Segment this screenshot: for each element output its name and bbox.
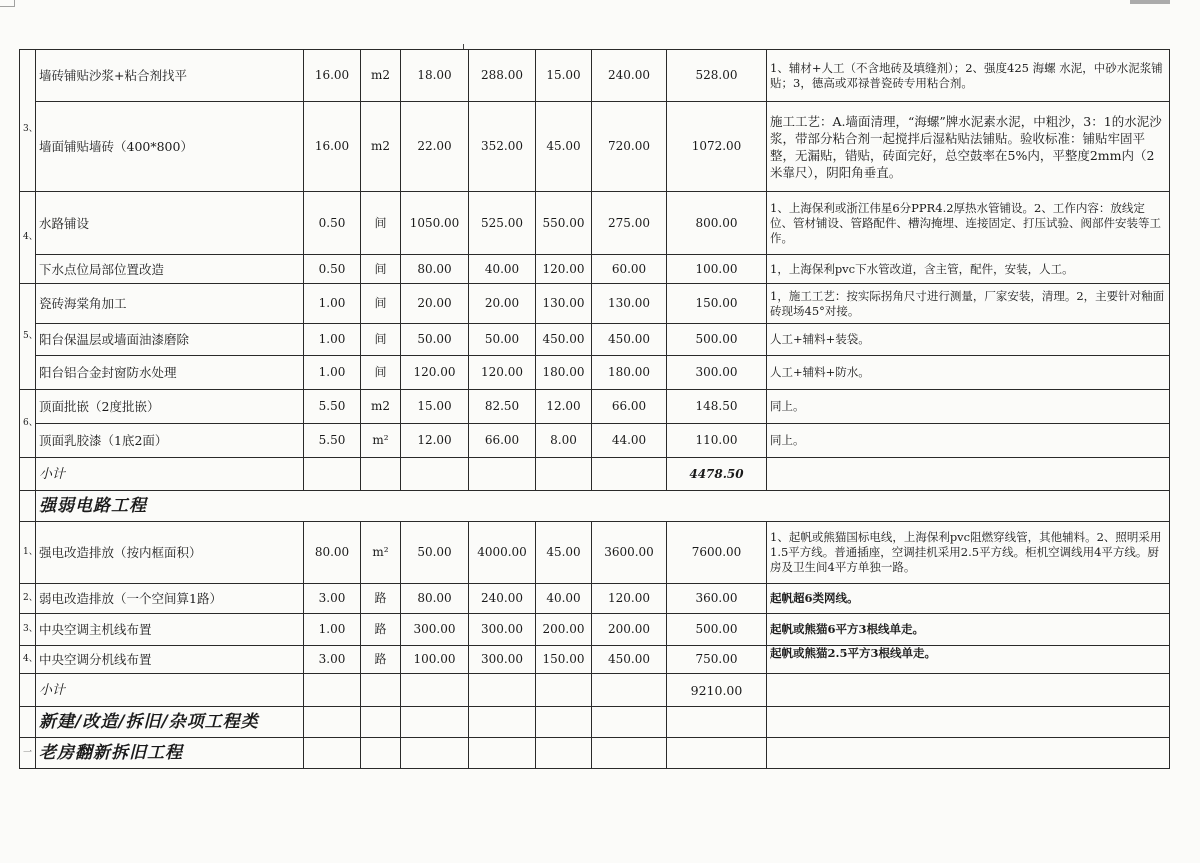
item-name: 阳台保温层或墙面油漆磨除 [36,324,304,356]
table-row [20,522,1170,584]
labor-amount: 130.00 [592,284,667,324]
labor-price: 130.00 [536,284,592,324]
material-amount: 66.00 [469,424,536,458]
item-name: 弱电改造排放（一个空间算1路） [36,584,304,614]
labor-amount: 240.00 [592,50,667,102]
empty-cell [536,674,592,707]
labor-price: 180.00 [536,356,592,390]
labor-price: 450.00 [536,324,592,356]
quantity: 16.00 [304,50,361,102]
item-name: 下水点位局部位置改造 [36,255,304,284]
labor-price: 8.00 [536,424,592,458]
unit: 间 [361,192,401,255]
quantity: 0.50 [304,255,361,284]
unit: 路 [361,646,401,674]
unit: 间 [361,356,401,390]
total-amount: 800.00 [667,192,767,255]
item-name: 顶面乳胶漆（1底2面） [36,424,304,458]
total-amount: 148.50 [667,390,767,424]
description: 起帆或熊猫2.5平方3根线单走。 [767,646,1170,674]
empty-cell [469,738,536,769]
description: 起帆或熊猫6平方3根线单走。 [767,614,1170,646]
empty-cell [592,707,667,738]
empty-cell [667,738,767,769]
material-amount: 4000.00 [469,522,536,584]
empty-cell [361,738,401,769]
total-amount: 7600.00 [667,522,767,584]
material-price: 80.00 [401,255,469,284]
section-title: 强弱电路工程 [36,491,1170,522]
empty-cell [401,674,469,707]
total-amount: 500.00 [667,324,767,356]
total-amount: 750.00 [667,646,767,674]
labor-amount: 60.00 [592,255,667,284]
labor-price: 45.00 [536,102,592,192]
material-amount: 300.00 [469,614,536,646]
item-name: 阳台铝合金封窗防水处理 [36,356,304,390]
seq-number: 6、 [20,390,36,458]
labor-price: 200.00 [536,614,592,646]
section-row [20,491,1170,522]
empty-cell [401,458,469,491]
seq-number: 4、 [20,646,36,674]
material-price: 80.00 [401,584,469,614]
empty-cell [361,674,401,707]
seq-cell [20,458,36,491]
quantity: 3.00 [304,646,361,674]
scan-corner-mark [0,0,15,7]
labor-amount: 450.00 [592,646,667,674]
description: 人工+辅料+装袋。 [767,324,1170,356]
seq-number: 1、 [20,522,36,584]
seq-number: 3、 [20,614,36,646]
material-amount: 352.00 [469,102,536,192]
unit: m² [361,522,401,584]
item-name: 强电改造排放（按内框面积） [36,522,304,584]
description: 同上。 [767,424,1170,458]
item-name: 瓷砖海棠角加工 [36,284,304,324]
item-name: 水路铺设 [36,192,304,255]
empty-cell [767,707,1170,738]
description: 1，上海保利pvc下水管改道，含主管，配件，安装，人工。 [767,255,1170,284]
table-row [20,255,1170,284]
total-amount: 300.00 [667,356,767,390]
description: 1、起帆或熊猫国标电线，上海保利pvc阻燃穿线管，其他辅料。2、照明采用1.5平方线。普通插座，空调挂机采用2.5平方线。柜机空调线用4平方线。厨房及卫生间4平方单独一路。 [767,522,1170,584]
table-row [20,614,1170,646]
description: 1，施工工艺：按实际拐角尺寸进行测量，厂家安装，清理。2，主要针对釉面砖现场45°对接。 [767,284,1170,324]
material-price: 18.00 [401,50,469,102]
labor-price: 120.00 [536,255,592,284]
empty-cell [469,458,536,491]
subtotal-row [20,674,1170,707]
empty-cell [592,674,667,707]
section-title: 新建/改造/拆旧/杂项工程类 [36,707,304,738]
seq-cell [20,674,36,707]
total-amount: 1072.00 [667,102,767,192]
quantity: 0.50 [304,192,361,255]
section-row [20,738,1170,769]
item-name: 中央空调主机线布置 [36,614,304,646]
empty-cell [361,707,401,738]
description: 人工+辅料+防水。 [767,356,1170,390]
unit: m2 [361,390,401,424]
seq-number: 2、 [20,584,36,614]
total-amount: 110.00 [667,424,767,458]
empty-cell [536,458,592,491]
scan-edge-mark [1130,0,1170,4]
empty-cell [401,738,469,769]
table-row [20,284,1170,324]
total-amount: 528.00 [667,50,767,102]
seq-cell [20,491,36,522]
quantity: 3.00 [304,584,361,614]
unit: 间 [361,324,401,356]
table-row [20,390,1170,424]
seq-number: 4、 [20,192,36,284]
labor-amount: 44.00 [592,424,667,458]
labor-amount: 120.00 [592,584,667,614]
labor-price: 12.00 [536,390,592,424]
table-row [20,584,1170,614]
empty-cell [536,738,592,769]
material-price: 50.00 [401,324,469,356]
labor-amount: 200.00 [592,614,667,646]
material-amount: 525.00 [469,192,536,255]
empty-cell [592,458,667,491]
labor-amount: 450.00 [592,324,667,356]
empty-cell [469,674,536,707]
quantity: 16.00 [304,102,361,192]
unit: m² [361,424,401,458]
empty-cell [667,707,767,738]
description: 1、上海保利或浙江伟星6分PPR4.2厚热水管铺设。2、工作内容：放线定位、管材铺设、管路配件、槽沟掩埋、连接固定、打压试验、阀部件安装等工作。 [767,192,1170,255]
table-row [20,50,1170,102]
unit: 间 [361,284,401,324]
quantity: 1.00 [304,356,361,390]
empty-cell [304,458,361,491]
labor-price: 45.00 [536,522,592,584]
total-amount: 500.00 [667,614,767,646]
unit: m2 [361,102,401,192]
empty-cell [536,707,592,738]
material-price: 22.00 [401,102,469,192]
description: 同上。 [767,390,1170,424]
table-row [20,102,1170,192]
total-amount: 360.00 [667,584,767,614]
item-name: 顶面批嵌（2度批嵌） [36,390,304,424]
material-amount: 50.00 [469,324,536,356]
material-price: 100.00 [401,646,469,674]
empty-cell [592,738,667,769]
empty-cell [767,458,1170,491]
labor-amount: 720.00 [592,102,667,192]
empty-cell [304,738,361,769]
seq-cell [20,707,36,738]
unit: 路 [361,614,401,646]
material-price: 15.00 [401,390,469,424]
unit: 间 [361,255,401,284]
table-row [20,356,1170,390]
description: 起帆超6类网线。 [767,584,1170,614]
labor-amount: 275.00 [592,192,667,255]
labor-price: 150.00 [536,646,592,674]
description: 1、辅材+人工（不含地砖及填缝剂）；2、强度425 海螺 水泥，中砂水泥浆铺贴；3，德高或邓禄普瓷砖专用粘合剂。 [767,50,1170,102]
empty-cell [361,458,401,491]
description: 施工工艺：A.墙面清理，“海螺”牌水泥素水泥，中粗沙，3：1的水泥沙浆，带部分粘合剂一起搅拌后湿粘贴法铺贴。验收标准：铺贴牢固平整，无漏贴，错贴，砖面完好，总空鼓率在5%内，平整度2mm内（2米靠尺），阴阳角垂直。 [767,102,1170,192]
seq-number: 5、 [20,284,36,390]
section-title: 老房翻新拆旧工程 [36,738,304,769]
material-amount: 300.00 [469,646,536,674]
empty-cell [304,707,361,738]
subtotal-label: 小计 [36,458,304,491]
empty-cell [304,674,361,707]
seq-cell [20,50,36,102]
labor-amount: 3600.00 [592,522,667,584]
labor-amount: 180.00 [592,356,667,390]
unit: m2 [361,50,401,102]
table-row [20,646,1170,674]
material-price: 120.00 [401,356,469,390]
empty-cell [767,674,1170,707]
item-name: 中央空调分机线布置 [36,646,304,674]
material-price: 12.00 [401,424,469,458]
quantity: 1.00 [304,324,361,356]
table-row [20,192,1170,255]
quantity: 5.50 [304,424,361,458]
material-amount: 120.00 [469,356,536,390]
labor-price: 550.00 [536,192,592,255]
quantity: 1.00 [304,284,361,324]
table-row [20,424,1170,458]
empty-cell [469,707,536,738]
seq-number: 3、 [20,102,36,192]
labor-price: 40.00 [536,584,592,614]
table-row [20,324,1170,356]
quantity: 1.00 [304,614,361,646]
material-amount: 20.00 [469,284,536,324]
material-price: 1050.00 [401,192,469,255]
material-price: 50.00 [401,522,469,584]
total-amount: 100.00 [667,255,767,284]
material-amount: 40.00 [469,255,536,284]
empty-cell [767,738,1170,769]
total-amount: 150.00 [667,284,767,324]
subtotal-row [20,458,1170,491]
subtotal-label: 小计 [36,674,304,707]
labor-price: 15.00 [536,50,592,102]
unit: 路 [361,584,401,614]
material-price: 300.00 [401,614,469,646]
item-name: 墙面铺贴墙砖（400*800） [36,102,304,192]
material-price: 20.00 [401,284,469,324]
material-amount: 240.00 [469,584,536,614]
seq-number: 一 [20,738,36,769]
empty-cell [401,707,469,738]
material-amount: 288.00 [469,50,536,102]
quantity: 80.00 [304,522,361,584]
material-amount: 82.50 [469,390,536,424]
labor-amount: 66.00 [592,390,667,424]
section-row [20,707,1170,738]
quantity: 5.50 [304,390,361,424]
quotation-table [19,49,1170,769]
subtotal-value: 4478.50 [667,458,767,491]
subtotal-value: 9210.00 [667,674,767,707]
item-name: 墙砖铺贴沙浆+粘合剂找平 [36,50,304,102]
